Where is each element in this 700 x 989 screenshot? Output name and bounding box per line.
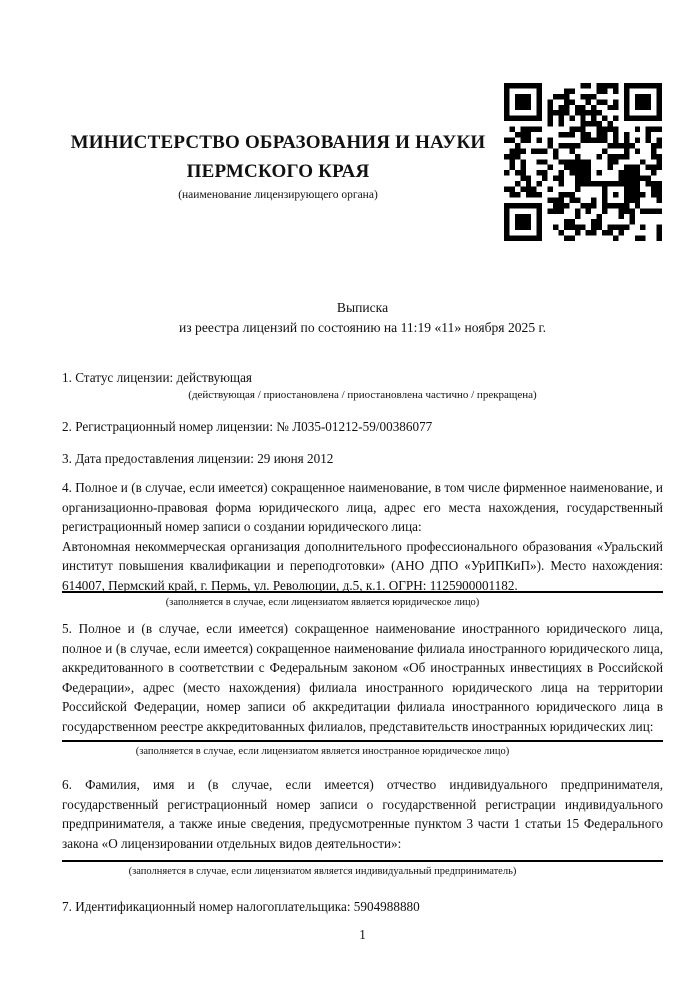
item-legal-entity [62,478,663,595]
qr-code-icon [504,83,662,241]
document-title: Выписка [336,300,389,315]
item-license-status: 1. Статус лицензии: действующая [62,370,253,385]
item-individual-entrepreneur: 6. Фамилия, имя и (в случае, если имеется) отчество индивидуального предпринимателя, государственный регистрационный номер записи о государственной регистрации индивидуального предпринимателя, а также иные сведения, предусмотренные пунктом 3 части 1 статьи 15 Федерального закона «О лицензировании отдельных видов деятельности»: [62,777,663,851]
foreign-entity-caption: (заполняется в случае, если лицензиатом является иностранное юридическое лицо) [135,746,510,757]
authority-name-caption: (наименование лицензирующего органа) [178,189,378,201]
document-title-date-line: из реестра лицензий по состоянию на 11:19 «11» ноября 2025 г. [178,319,546,335]
item-grant-date: 3. Дата предоставления лицензии: 29 июня 2012 [62,451,334,466]
entrepreneur-fill-rule [62,860,663,878]
item-taxpayer-number: 7. Идентификационный номер налогоплательщика: 5904988880 [62,899,420,914]
ministry-name-line1: МИНИСТЕРСТВО ОБРАЗОВАНИЯ И НАУКИ [70,132,486,153]
item-foreign-entity: 5. Полное и (в случае, если имеется) сокращенное наименование иностранного юридического лица, полное и (в случае, если имеется) сокращенное наименование филиала иностранного юридического лица, аккредитованного в соответствии с Федеральным законом «Об иностранных инвестициях в Российской Федерации», адрес (место нахождения) филиала иностранного юридического лица на территории Российской Федерации, номер записи об аккредитации филиала иностранного юридического лица в государственном реестре аккредитованных филиалов, представительств иностранных юридических лиц: [62,621,663,734]
document-title-block [62,298,663,337]
licensing-authority-header [62,128,494,202]
item-registration-number: 2. Регистрационный номер лицензии: № Л035-01212-59/00386077 [62,419,433,434]
status-options-caption: (действующая / приостановлена / приостановлена частично / прекращена) [188,389,537,401]
legal-entity-fill-rule [62,591,663,609]
page-number: 1 [359,927,366,942]
legal-entity-caption: (заполняется в случае, если лицензиатом является юридическое лицо) [165,597,480,608]
entrepreneur-caption: (заполняется в случае, если лицензиатом является индивидуальный предприниматель) [128,866,517,877]
foreign-entity-fill-rule [62,740,663,758]
item-legal-entity-label: 4. Полное и (в случае, если имеется) сокращенное наименование, в том числе фирменное наименование, и организационно-правовая форма юридического лица, адрес его места нахождения, государственный регистрационный номер записи о создании юридического лица: [62,480,663,534]
item-legal-entity-value: Автономная некоммерческая организация дополнительного профессионального образования «Уральский институт повышения квалификации и переподготовки» (АНО ДПО «УрИПКиП»). Место нахождения: 614007, Пермский край, г. Пермь, ул. Революции, д.5, к.1. ОГРН: 1125900001182. [62,538,663,593]
ministry-name-line2: ПЕРМСКОГО КРАЯ [186,161,370,182]
